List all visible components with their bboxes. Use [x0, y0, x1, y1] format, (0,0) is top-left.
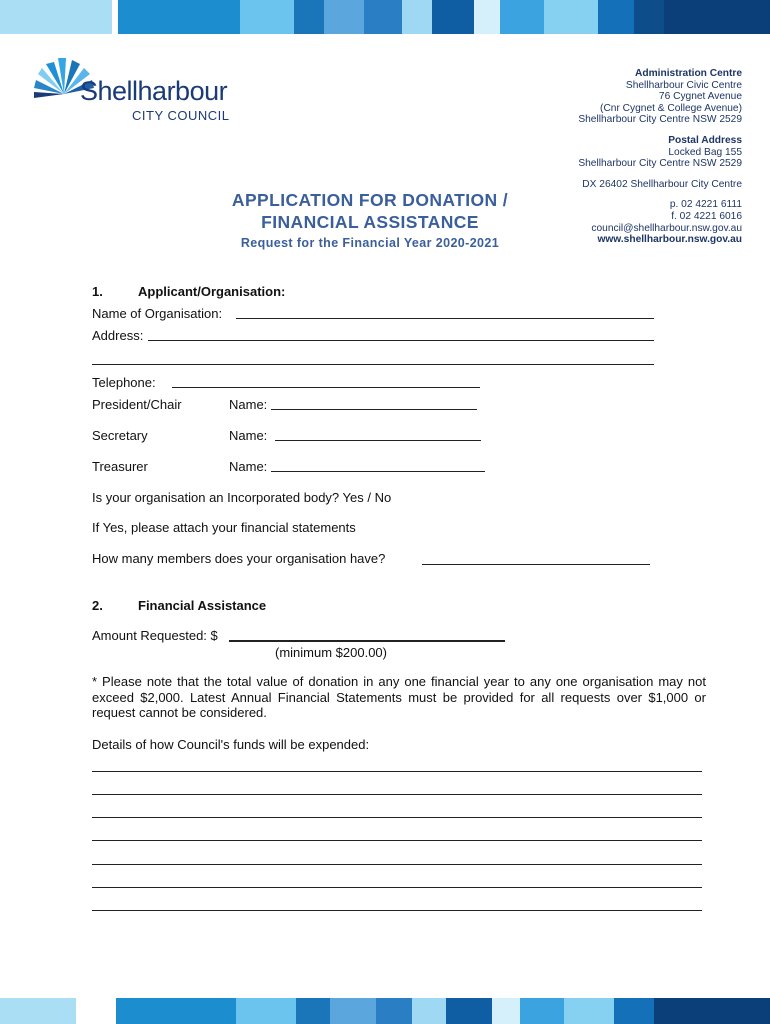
details-field-line[interactable]: [92, 794, 702, 795]
president-name-field[interactable]: [271, 409, 477, 410]
logo-subtitle: CITY COUNCIL: [132, 108, 230, 123]
fax: f. 02 4221 6016: [671, 210, 742, 222]
top-color-band: [0, 0, 770, 34]
details-field-line[interactable]: [92, 771, 702, 772]
president-label: President/Chair: [92, 397, 182, 412]
details-field-line[interactable]: [92, 840, 702, 841]
section2-number: 2.: [92, 598, 103, 613]
details-label: Details of how Council's funds will be expended:: [92, 737, 370, 752]
address-field[interactable]: [148, 340, 654, 341]
org-name-label: Name of Organisation:: [92, 306, 223, 321]
incorporated-question: Is your organisation an Incorporated body? Yes / No: [92, 490, 392, 505]
contact-block: [578, 68, 742, 246]
members-question: How many members does your organisation have?: [92, 551, 386, 566]
secretary-label: Secretary: [92, 428, 148, 443]
details-field-line[interactable]: [92, 910, 702, 911]
admin-line: 76 Cygnet Avenue: [658, 91, 742, 103]
attach-statements-note: If Yes, please attach your financial statements: [92, 520, 356, 535]
address-label: Address:: [92, 328, 144, 343]
admin-line: Shellharbour Civic Centre: [625, 79, 742, 91]
admin-line: (Cnr Cygnet & College Avenue): [600, 102, 742, 114]
admin-heading: Administration Centre: [635, 68, 742, 79]
postal-line: Shellharbour City Centre NSW 2529: [578, 158, 742, 170]
dx-line: DX 26402 Shellharbour City Centre: [582, 178, 742, 190]
treasurer-label: Treasurer: [92, 459, 148, 474]
email: council@shellharbour.nsw.gov.au: [591, 222, 742, 234]
postal-heading: Postal Address: [668, 134, 742, 146]
website: www.shellharbour.nsw.gov.au: [597, 234, 742, 246]
form-subtitle: Request for the Financial Year 2020-2021: [240, 236, 500, 250]
amount-label: Amount Requested: $: [92, 628, 218, 643]
amount-field[interactable]: [229, 640, 505, 642]
donation-limit-note: * Please note that the total value of donation in any one financial year to any one organisation may not exceed $2,000. Latest Annual Financial Statements must be provided for all requests over $1,000 or request cannot be considered.: [92, 674, 706, 720]
phone: p. 02 4221 6111: [669, 199, 742, 211]
details-field-line[interactable]: [92, 864, 702, 865]
logo-wordmark: Shellharbour: [80, 76, 228, 106]
address-field-line2[interactable]: [92, 364, 654, 365]
telephone-field[interactable]: [172, 387, 480, 388]
admin-line: Shellharbour City Centre NSW 2529: [578, 114, 742, 126]
form-title-line2: FINANCIAL ASSISTANCE: [261, 212, 479, 232]
section2-heading: Financial Assistance: [138, 598, 267, 613]
org-name-field[interactable]: [236, 318, 654, 319]
minimum-note: (minimum $200.00): [275, 645, 387, 660]
details-field-line[interactable]: [92, 887, 702, 888]
bottom-color-band: [0, 998, 770, 1024]
treasurer-name-label: Name:: [229, 459, 268, 474]
telephone-label: Telephone:: [92, 375, 156, 390]
secretary-name-field[interactable]: [275, 440, 481, 441]
members-field[interactable]: [422, 564, 650, 565]
treasurer-name-field[interactable]: [271, 471, 485, 472]
section1-heading: Applicant/Organisation:: [138, 284, 286, 299]
postal-line: Locked Bag 155: [668, 146, 742, 158]
details-field-line[interactable]: [92, 817, 702, 818]
form-title-line1: APPLICATION FOR DONATION /: [231, 190, 509, 210]
secretary-name-label: Name:: [229, 428, 268, 443]
president-name-label: Name:: [229, 397, 268, 412]
section1-number: 1.: [92, 284, 103, 299]
